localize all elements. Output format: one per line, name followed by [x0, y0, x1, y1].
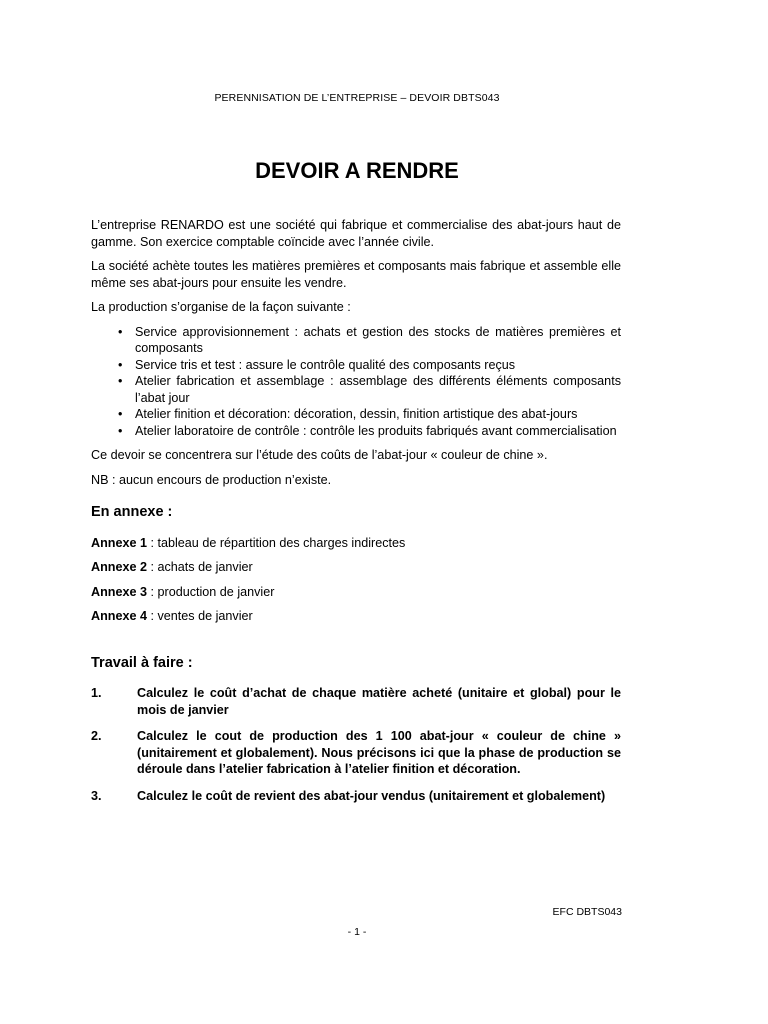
- annex-item-2: [91, 559, 621, 576]
- document-title: DEVOIR A RENDRE: [255, 158, 459, 183]
- intro-paragraph-1: L’entreprise RENARDO est une société qui fabrique et commercialise des abat-jours haut de gamme. Son exercice comptable coïncide avec l’année civile.: [91, 218, 621, 249]
- nb-paragraph: NB : aucun encours de production n’existe.: [91, 472, 332, 487]
- annex-label: Annexe 4: [91, 609, 147, 623]
- task-number: 3.: [91, 788, 102, 803]
- task-list: [91, 685, 621, 804]
- footer-reference: EFC DBTS043: [552, 906, 622, 918]
- annex-text: : production de janvier: [147, 584, 275, 599]
- service-item-tris-test: • Service tris et test : assure le contrôle qualité des composants reçus: [135, 357, 621, 374]
- annex-item-4: [91, 608, 621, 625]
- services-list: [91, 324, 621, 440]
- annex-item-1: [91, 535, 621, 552]
- service-item-laboratoire: • Atelier laboratoire de contrôle : contrôle les produits fabriqués avant commercialisation: [135, 423, 621, 440]
- task-item-2: [91, 728, 621, 778]
- annex-item-3: [91, 584, 621, 601]
- annex-text: : achats de janvier: [147, 560, 253, 574]
- focus-paragraph: Ce devoir se concentrera sur l’étude des coûts de l’abat-jour « couleur de chine ».: [91, 448, 548, 462]
- task-number: 2.: [91, 729, 102, 743]
- page-number: - 1 -: [347, 926, 367, 938]
- intro-paragraph-2: La société achète toutes les matières premières et composants mais fabrique et assemble elle même ses abat-jours pour ensuite les vendre.: [91, 259, 621, 290]
- annex-label: Annexe 1: [91, 535, 147, 550]
- service-item-finition: • Atelier finition et décoration: décoration, dessin, finition artistique des abat-jours: [135, 406, 621, 423]
- annex-text: : tableau de répartition des charges indirectes: [147, 535, 406, 550]
- task-item-1: [91, 685, 621, 718]
- task-number: 1.: [91, 686, 102, 700]
- task-item-3: [91, 788, 621, 805]
- annex-section-title: En annexe :: [91, 504, 173, 520]
- annex-label: Annexe 3: [91, 584, 147, 599]
- task-text: Calculez le coût de revient des abat-jour vendus (unitairement et globalement): [137, 788, 606, 803]
- service-item-fabrication: • Atelier fabrication et assemblage : assemblage des différents éléments composants l’abat jour: [135, 373, 621, 406]
- document-body: [91, 217, 621, 814]
- service-item-approvisionnement: • Service approvisionnement : achats et gestion des stocks de matières premières et composants: [135, 324, 621, 357]
- task-text: Calculez le cout de production des 1 100 abat-jour « couleur de chine » (unitairement et globalement). Nous précisons ici que la phase de production se déroule dans l’atelier fabrication à l’atelier finition et décoration.: [137, 729, 621, 776]
- annex-label: Annexe 2: [91, 560, 147, 574]
- annex-text: : ventes de janvier: [147, 609, 253, 623]
- task-text: Calculez le coût d’achat de chaque matière acheté (unitaire et global) pour le mois de janvier: [137, 686, 621, 717]
- page-header: PERENNISATION DE L’ENTREPRISE – DEVOIR DBTS043: [214, 92, 500, 104]
- intro-paragraph-3: La production s’organise de la façon suivante :: [91, 300, 351, 314]
- work-section-title: Travail à faire :: [91, 654, 193, 671]
